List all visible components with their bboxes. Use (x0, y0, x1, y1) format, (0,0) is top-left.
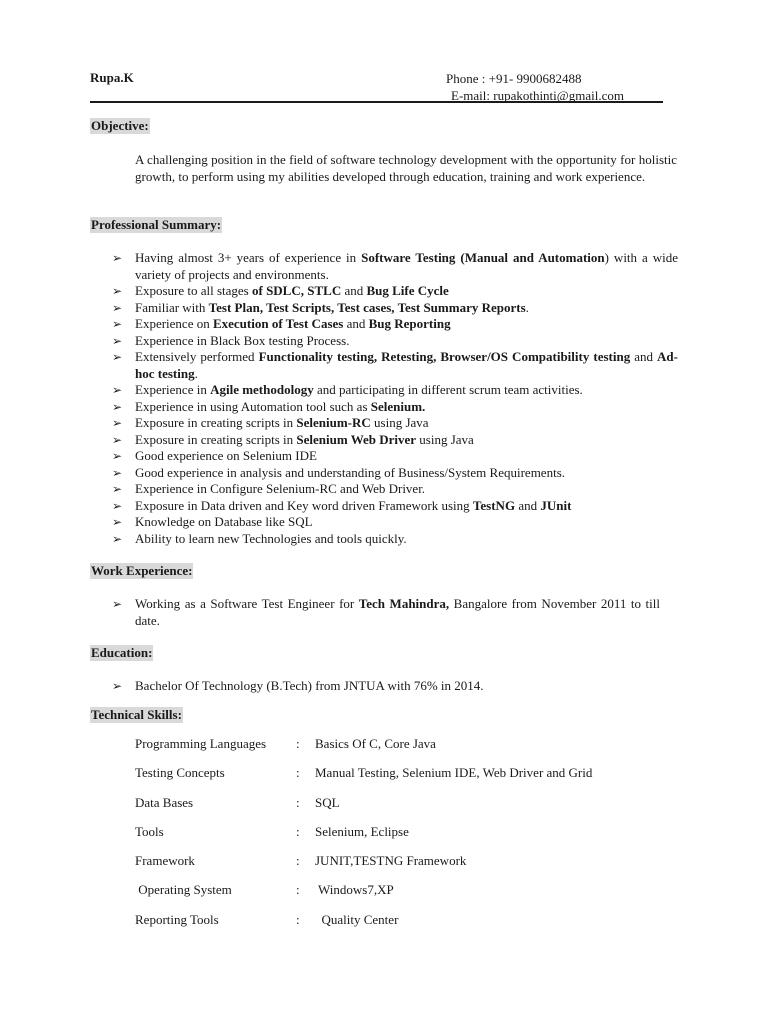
arrow-bullet-icon: ➢ (112, 251, 123, 265)
list-item (112, 399, 678, 416)
work-heading: Work Experience: (91, 563, 193, 578)
text: Experience in Black Box testing Process. (135, 332, 350, 348)
skill-row (135, 736, 675, 765)
skill-colon: : (296, 911, 300, 927)
text: Good experience on Selenium IDE (135, 448, 317, 463)
text: using Java (370, 415, 429, 430)
list-item (112, 465, 678, 482)
arrow-bullet-icon: ➢ (112, 416, 123, 430)
skill-row (135, 795, 675, 824)
bold-text: Selenium-RC (296, 415, 371, 430)
bold-text: TestNG (472, 497, 516, 513)
text: Exposure to all stages (135, 283, 252, 298)
arrow-bullet-icon: ➢ (112, 383, 123, 397)
education-heading: Education: (91, 645, 153, 660)
arrow-bullet-icon: ➢ (112, 498, 123, 513)
text: Working as a Software Test Engineer for (135, 596, 359, 611)
skill-row (135, 853, 675, 882)
skill-label: Reporting Tools (135, 911, 219, 927)
text: Bachelor Of Technology (B.Tech) from JNTUA with 76% in 2014. (135, 678, 484, 693)
text: Having almost 3+ years of experience in (135, 250, 362, 265)
bold-text: Selenium. (370, 398, 426, 414)
bold-text: Selenium Web Driver (296, 431, 417, 447)
header-divider (90, 101, 663, 103)
list-item (112, 316, 678, 333)
bold-text: Tech Mahindra, (358, 596, 450, 611)
contact-block (446, 70, 624, 104)
skill-row (135, 765, 675, 794)
skill-value: Quality Center (315, 911, 399, 927)
skill-colon: : (296, 882, 300, 898)
skill-colon: : (296, 736, 300, 751)
text: Ability to learn new Technologies and tools quickly. (135, 530, 407, 546)
skill-value: Selenium, Eclipse (315, 823, 409, 839)
skill-value: Windows7,XP (315, 882, 394, 898)
list-item (112, 448, 678, 465)
skill-value: Basics Of C, Core Java (315, 736, 436, 751)
skills-table (135, 736, 675, 941)
text: using Java (416, 431, 474, 447)
summary-heading: Professional Summary: (91, 217, 222, 232)
text: and participating in different scrum team activities. (313, 382, 583, 397)
bold-text: Ad-hoc testing (135, 349, 678, 381)
list-item (112, 382, 678, 399)
list-item (112, 432, 678, 449)
text: Exposure in Data driven and Key word driven Framework using (135, 497, 473, 513)
text: ) with a wide variety of projects and environments. (135, 250, 678, 282)
arrow-bullet-icon: ➢ (112, 333, 123, 348)
skill-label: Framework (135, 853, 195, 869)
text: Familiar with (135, 299, 209, 315)
bold-text: Agile methodology (210, 382, 314, 397)
skill-colon: : (296, 853, 300, 869)
skill-label: Data Bases (135, 794, 194, 810)
skill-row (135, 882, 675, 911)
text: Experience in Configure Selenium-RC and Web Driver. (135, 481, 426, 496)
list-item (112, 481, 678, 498)
skill-value: SQL (315, 794, 340, 810)
objective-heading: Objective: (91, 118, 149, 133)
skill-row (135, 824, 675, 853)
arrow-bullet-icon: ➢ (112, 531, 123, 546)
arrow-bullet-icon: ➢ (112, 465, 123, 480)
skills-heading: Technical Skills: (91, 707, 182, 722)
skill-label: Programming Languages (135, 736, 267, 751)
arrow-bullet-icon: ➢ (112, 679, 123, 693)
list-item (112, 333, 678, 350)
text: and (343, 316, 369, 331)
text: and (341, 283, 367, 298)
arrow-bullet-icon: ➢ (112, 597, 123, 611)
list-item (112, 514, 678, 531)
text: . (194, 365, 198, 381)
text: Exposure in creating scripts in (135, 431, 297, 447)
education-list (112, 678, 678, 695)
list-item (112, 250, 678, 283)
list-item (112, 300, 678, 317)
text: and (515, 497, 541, 513)
candidate-name: Rupa.K (90, 70, 134, 85)
list-item (112, 531, 678, 548)
text: . (525, 299, 529, 315)
skill-colon: : (296, 765, 300, 781)
arrow-bullet-icon: ➢ (112, 482, 123, 496)
objective-text: A challenging position in the field of software technology development with the opportunity for holistic growth, to perform using my abilities developed through education, training and work experience. (135, 152, 677, 184)
bold-text: Bug Life Cycle (366, 283, 449, 298)
text: Experience in using Automation tool such as (135, 398, 371, 414)
bold-text: of SDLC, STLC (251, 283, 342, 298)
work-list (112, 596, 660, 629)
skill-value: Manual Testing, Selenium IDE, Web Driver and Grid (315, 765, 593, 781)
arrow-bullet-icon: ➢ (112, 284, 123, 298)
arrow-bullet-icon: ➢ (112, 449, 123, 463)
list-item (112, 283, 678, 300)
phone-number: Phone : +91- 9900682488 (446, 71, 582, 86)
bold-text: JUnit (540, 497, 572, 513)
skill-label: Tools (135, 823, 164, 839)
bold-text: Software Testing (Manual and Automation (361, 250, 605, 265)
list-item (112, 498, 678, 515)
summary-list (112, 250, 678, 547)
text: Experience on (135, 316, 213, 331)
list-item (112, 415, 678, 432)
list-item (112, 596, 660, 629)
text: Extensively performed (135, 349, 259, 364)
arrow-bullet-icon: ➢ (112, 350, 123, 364)
arrow-bullet-icon: ➢ (112, 432, 123, 447)
text: Bangalore from November 2011 to till date. (135, 596, 660, 628)
bold-text: Execution of Test Cases (212, 316, 344, 331)
text: Experience in (135, 382, 211, 397)
bold-text: Bug Reporting (368, 316, 451, 331)
skill-label: Testing Concepts (135, 765, 225, 781)
text: Exposure in creating scripts in (135, 415, 297, 430)
skill-colon: : (296, 823, 300, 839)
arrow-bullet-icon: ➢ (112, 300, 123, 315)
skill-value: JUNIT,TESTNG Framework (315, 853, 467, 869)
bold-text: Test Plan, Test Scripts, Test cases, Test Summary Reports (208, 299, 526, 315)
list-item (112, 349, 678, 382)
skill-label: Operating System (135, 882, 232, 898)
text: and (630, 349, 658, 364)
arrow-bullet-icon: ➢ (112, 515, 123, 529)
skill-row (135, 912, 675, 941)
email-address: E-mail: rupakothinti@gmail.com (451, 88, 624, 103)
text: Knowledge on Database like SQL (135, 514, 313, 529)
skill-colon: : (296, 794, 300, 810)
arrow-bullet-icon: ➢ (112, 399, 123, 414)
text: Good experience in analysis and understanding of Business/System Requirements. (135, 464, 566, 480)
arrow-bullet-icon: ➢ (112, 317, 123, 331)
bold-text: Functionality testing, Retesting, Browser/OS Compatibility testing (258, 349, 631, 364)
list-item (112, 678, 678, 695)
